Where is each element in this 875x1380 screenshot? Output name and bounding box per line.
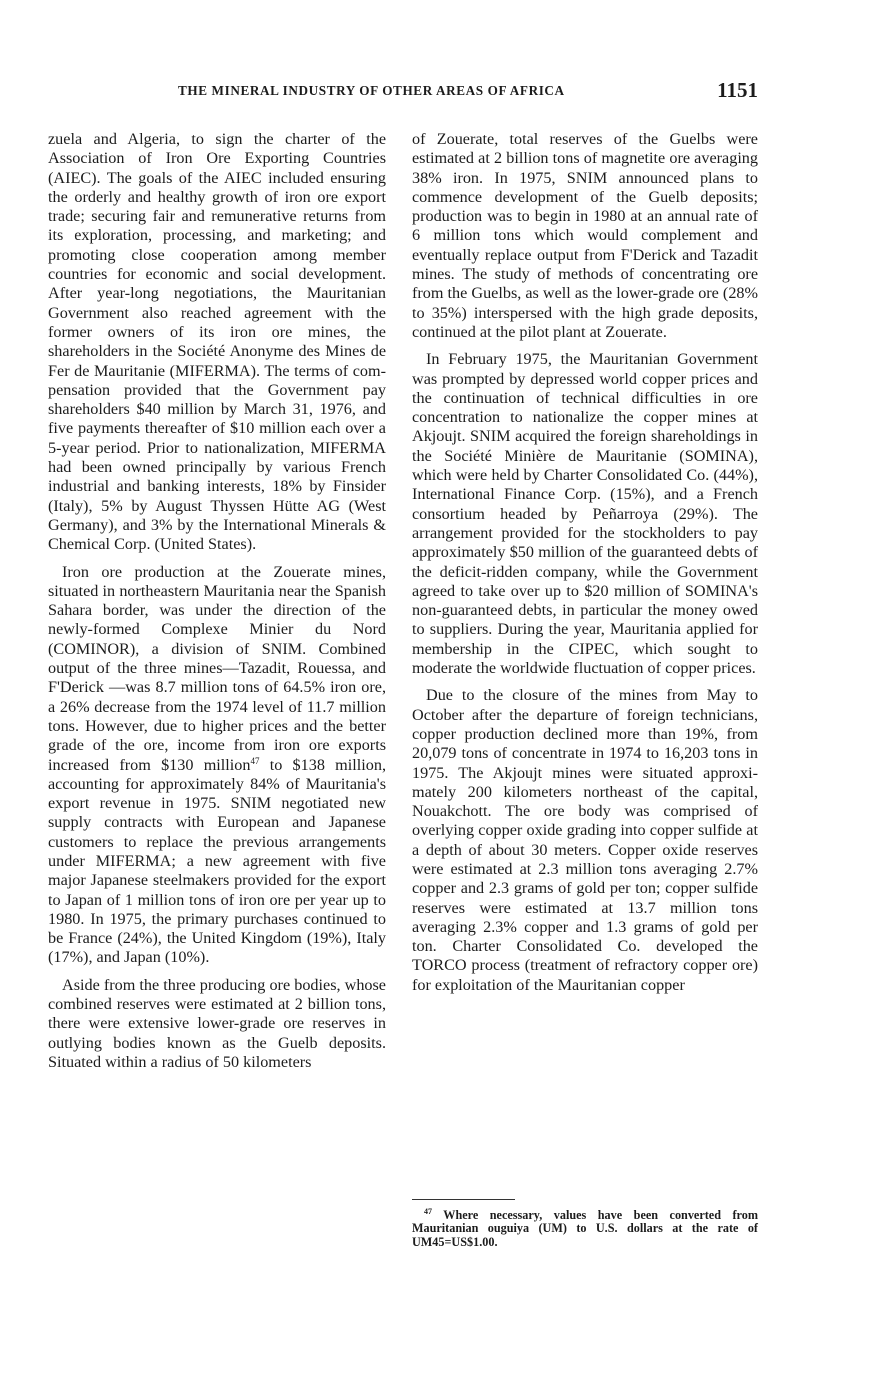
paragraph-text: Iron ore production at the Zouerate mines, situated in northeastern Mauritania near the Spanish Sahara border, was under the direction of the newly-formed Complexe Minier du Nord (COMINOR), a division of SNIM. Combined output of the three mines—Tazadit, Rouessa, and F'Derick —was 8.7 million tons of 64.5% iron ore, a 26% decrease from the 1974 level of 11.7 million tons. However, due to higher prices and the better grade of the ore, income from iron ore exports increased from $130 million [48, 562, 386, 774]
footnote-text: Where necessary, values have been converted from Mauritanian ouguiya (UM) to U.S. dollars at the rate of UM45=US$1.00. [412, 1208, 758, 1249]
paragraph-guelb-deposits: of Zouerate, total reserves of the Guelbs were estimated at 2 billion tons of magnetite ore averaging 38% iron. In 1975, SNIM announced plans to commence development of the Guelb deposits; production was to begin in 1980 at an annual rate of 6 million tons which would complement and eventually replace output from F'Derick and Tazadit mines. The study of methods of concentrating ore from the Guelbs, as well as the lower-grade ore (28% to 35%) interspersed with the high grade deposits, continued at the pilot plant at Zouerate. [412, 130, 758, 341]
paragraph-ore-reserves: Aside from the three producing ore bodies, whose combined reserves were estimated at 2 billion tons, there were extensive lower-grade ore reserves in outlying bodies known as the Guelb deposits. Situated within a radius of 50 kilometers [48, 975, 386, 1071]
running-title: THE MINERAL INDUSTRY OF OTHER AREAS OF AFRICA [178, 83, 565, 98]
footnote-marker: 47 [424, 1207, 432, 1216]
left-column [48, 130, 386, 1080]
paragraph-copper-production: Due to the closure of the mines from May to October after the departure of foreign technicians, copper production declined more than 19%, from 20,079 tons of concentrate in 1974 to 16,203 tons in 1975. The Akjoujt mines were situated approximately 200 kilometers northeast of the capital, Nouakchott. The ore body was comprised of overlying copper oxide grading into copper sulfide at a depth of about 30 meters. Copper oxide reserves were estimated at 2.3 million tons averaging 2.7% copper and 2.3 grams of gold per ton; copper sulfide reserves were estimated at 13.7 million tons averaging 2.3% copper and 1.3 grams of gold per ton. Charter Consolidated Co. developed the TORCO process (treatment of refractory copper ore) for exploitation of the Mauritanian copper [412, 686, 758, 994]
paragraph-text: to $138 million, accounting for approximately 84% of Mauritania's export revenue in 1975. SNIM negotiated new supply contracts with European and Japanese customers to replace the previous arrangements under MIFERMA; a new agreement with five major Japanese steelmakers provided for the export to Japan of 1 million tons of iron ore per year up to 1980. In 1975, the primary purchases continued to be France (24%), the United Kingdom (19%), Italy (17%), and Japan (10%). [48, 755, 386, 967]
paragraph-aiec: zuela and Algeria, to sign the charter of the Association of Iron Ore Exporting Countries (AIEC). The goals of the AIEC included ensuring the orderly and healthy growth of iron ore export trade; securing fair and remunerative returns from its exploration, processing, and marketing; and promoting close cooperation among member countries for economic and social development. After year-long negotiations, the Mauritanian Government also reached agreement with the former owners of its iron ore mines, the shareholders in the Société Anonyme des Mines de Fer de Mauritanie (MIFERMA). The terms of compensation provided that the Government pay shareholders $40 million by March 31, 1976, and five payments thereafter of $10 million each over a 5-year period. Prior to nationalization, MIFERMA had been owned principally by various French industrial and banking interests, 18% by Finsider (Italy), 5% by August Thyssen Hütte AG (West Germany), and 3% by the International Minerals & Chemical Corp. (United States). [48, 130, 386, 554]
paragraph-copper-nationalization: In February 1975, the Mauritanian Government was prompted by depressed world copper prices and the continuation of technical difficulties in ore concentration to nationalize the copper mines at Akjoujt. SNIM acquired the foreign shareholdings in the Société Minière de Mauritanie (SOMINA), which were held by Charter Consolidated Co. (44%), International Finance Corp. (15%), and a French consortium headed by Peñarroya (29%). The arrangement provided for the stockholders to pay approximately $50 million of the guaranteed debts of the deficit-ridden company, while the Government agreed to take over up to $20 million of SOMINA's non-guaranteed debts, in particular the money owed to suppliers. During the year, Mauritania applied for membership in the CIPEC, which sought to moderate the worldwide fluctuation of copper prices. [412, 350, 758, 678]
page-header [48, 78, 758, 108]
page-number: 1151 [717, 78, 758, 102]
paragraph-iron-ore-production [48, 563, 386, 968]
footnote-reference: 47 [250, 755, 260, 766]
footnote [412, 1209, 758, 1249]
footnote-divider [412, 1199, 515, 1200]
right-column [412, 130, 758, 1003]
